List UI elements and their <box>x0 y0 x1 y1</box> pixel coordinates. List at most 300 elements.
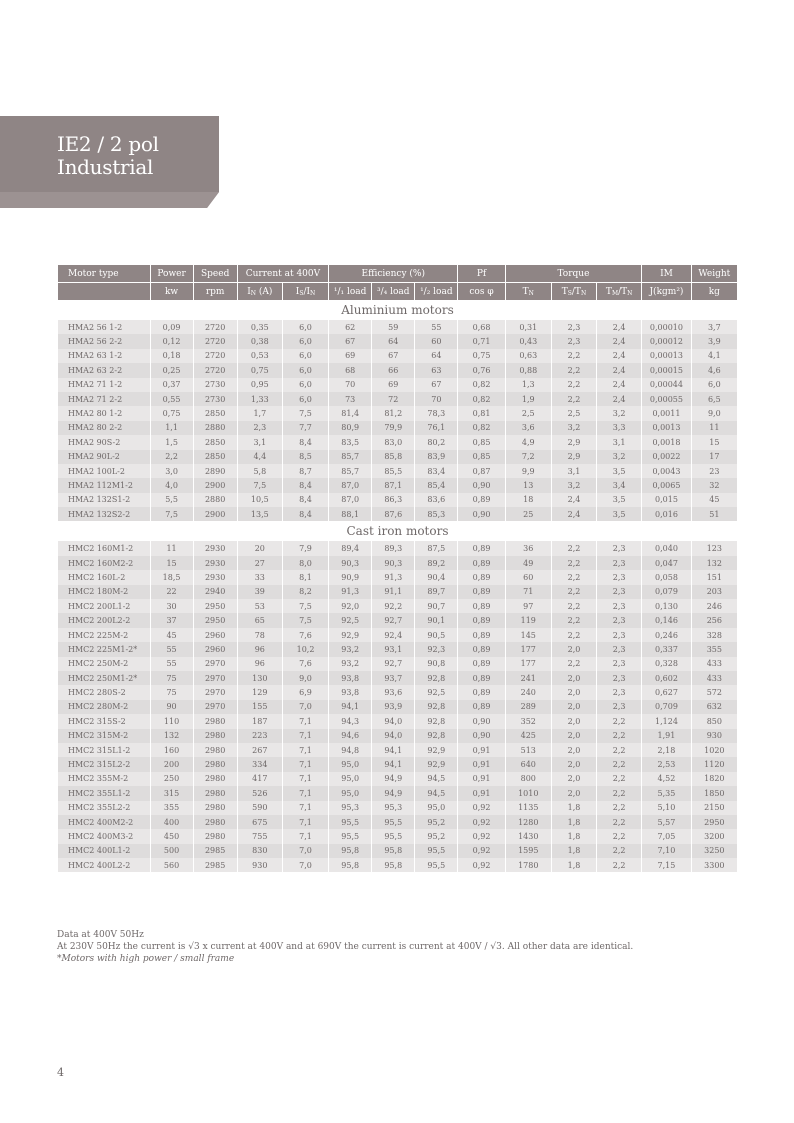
table-cell: 2,5 <box>506 406 551 420</box>
table-cell: 7,05 <box>642 829 690 843</box>
table-cell: 187 <box>238 714 282 728</box>
motor-type-cell: HMA2 71 2-2 <box>58 392 150 406</box>
table-cell: 200 <box>151 757 193 771</box>
table-cell: 0,82 <box>458 392 504 406</box>
table-cell: 0,015 <box>642 493 690 507</box>
table-cell: 0,040 <box>642 541 690 555</box>
table-cell: 60 <box>415 334 457 348</box>
table-cell: 2930 <box>194 556 237 570</box>
table-cell: 89,2 <box>415 556 457 570</box>
table-cell: 63 <box>415 363 457 377</box>
section-title-aluminium: Aluminium motors <box>58 300 737 320</box>
table-cell: 850 <box>692 714 737 728</box>
table-header-unit-row <box>58 282 737 300</box>
table-cell: 2,2 <box>597 786 641 800</box>
table-cell: 81,4 <box>329 406 371 420</box>
table-cell: 64 <box>415 349 457 363</box>
table-cell: 7,5 <box>283 613 328 627</box>
cast-iron-motors-body <box>58 521 737 872</box>
table-cell: 0,246 <box>642 628 690 642</box>
table-cell: 95,0 <box>329 786 371 800</box>
table-cell: 7,5 <box>238 478 282 492</box>
table-cell: 92,5 <box>329 613 371 627</box>
table-cell: 0,0011 <box>642 406 690 420</box>
table-cell: 2985 <box>194 858 237 872</box>
table-cell: 2,9 <box>552 450 596 464</box>
table-cell: 85,4 <box>415 478 457 492</box>
table-cell: 0,328 <box>642 657 690 671</box>
table-cell: 2,0 <box>552 786 596 800</box>
table-cell: 83,0 <box>372 435 414 449</box>
table-cell: 590 <box>238 801 282 815</box>
table-cell: 2,3 <box>597 685 641 699</box>
table-cell: 8,1 <box>283 570 328 584</box>
table-cell: 95,5 <box>329 815 371 829</box>
table-cell: 2985 <box>194 844 237 858</box>
table-cell: 73 <box>329 392 371 406</box>
table-row <box>58 478 737 492</box>
table-cell: 4,1 <box>692 349 737 363</box>
table-cell: 3,3 <box>597 421 641 435</box>
table-cell: 1,8 <box>552 815 596 829</box>
table-row <box>58 493 737 507</box>
unit-half-load: ¹/₂ load <box>415 282 457 300</box>
motor-type-cell: HMC2 315L1-2 <box>58 743 150 757</box>
table-cell: 95,8 <box>329 844 371 858</box>
table-cell: 2,2 <box>597 772 641 786</box>
table-cell: 0,63 <box>506 349 551 363</box>
table-cell: 22 <box>151 585 193 599</box>
table-row <box>58 700 737 714</box>
table-cell: 2,0 <box>552 757 596 771</box>
table-cell: 130 <box>238 671 282 685</box>
table-cell: 83,9 <box>415 450 457 464</box>
table-cell: 90,5 <box>415 628 457 642</box>
table-cell: 328 <box>692 628 737 642</box>
table-cell: 755 <box>238 829 282 843</box>
table-cell: 90,1 <box>415 613 457 627</box>
table-cell: 85,7 <box>329 450 371 464</box>
table-cell: 78,3 <box>415 406 457 420</box>
table-cell: 2,2 <box>552 363 596 377</box>
table-cell: 8,2 <box>283 585 328 599</box>
table-cell: 87,0 <box>329 493 371 507</box>
motor-type-cell: HMC2 400L2-2 <box>58 858 150 872</box>
table-cell: 83,4 <box>415 464 457 478</box>
table-cell: 0,92 <box>458 815 504 829</box>
table-cell: 2,2 <box>597 829 641 843</box>
motor-type-cell: HMC2 400M3-2 <box>58 829 150 843</box>
note-high-power: *Motors with high power / small frame <box>57 954 235 964</box>
table-cell: 95,5 <box>372 815 414 829</box>
table-cell: 2,3 <box>238 421 282 435</box>
table-cell: 1,8 <box>552 801 596 815</box>
table-cell: 1,7 <box>238 406 282 420</box>
table-cell: 8,4 <box>283 507 328 521</box>
table-cell: 129 <box>238 685 282 699</box>
motor-type-cell: HMA2 56 2-2 <box>58 334 150 348</box>
table-cell: 2730 <box>194 378 237 392</box>
table-cell: 5,10 <box>642 801 690 815</box>
table-cell: 417 <box>238 772 282 786</box>
table-cell: 640 <box>506 757 551 771</box>
section-row-aluminium <box>58 300 737 320</box>
table-cell: 151 <box>692 570 737 584</box>
table-cell: 132 <box>692 556 737 570</box>
table-cell: 1,3 <box>506 378 551 392</box>
table-cell: 53 <box>238 599 282 613</box>
table-cell: 45 <box>151 628 193 642</box>
table-cell: 1,124 <box>642 714 690 728</box>
table-cell: 0,130 <box>642 599 690 613</box>
table-cell: 94,9 <box>372 772 414 786</box>
table-cell: 450 <box>151 829 193 843</box>
table-cell: 2930 <box>194 570 237 584</box>
table-cell: 2,4 <box>597 392 641 406</box>
table-cell: 95,8 <box>329 858 371 872</box>
table-cell: 2,9 <box>552 435 596 449</box>
table-cell: 69 <box>372 378 414 392</box>
table-cell: 1,8 <box>552 844 596 858</box>
table-cell: 91,3 <box>372 570 414 584</box>
table-cell: 87,1 <box>372 478 414 492</box>
table-cell: 80,2 <box>415 435 457 449</box>
table-cell: 2,3 <box>597 585 641 599</box>
table-cell: 7,6 <box>283 628 328 642</box>
table-cell: 3,1 <box>238 435 282 449</box>
table-cell: 2,5 <box>552 406 596 420</box>
table-row <box>58 743 737 757</box>
table-cell: 2970 <box>194 700 237 714</box>
table-row <box>58 801 737 815</box>
table-cell: 94,1 <box>372 757 414 771</box>
table-cell: 0,76 <box>458 363 504 377</box>
table-cell: 2,2 <box>597 858 641 872</box>
table-cell: 95,0 <box>415 801 457 815</box>
table-cell: 119 <box>506 613 551 627</box>
table-cell: 0,95 <box>238 378 282 392</box>
table-cell: 93,8 <box>329 671 371 685</box>
table-cell: 0,09 <box>151 320 193 334</box>
motor-type-cell: HMC2 400M2-2 <box>58 815 150 829</box>
table-cell: 0,89 <box>458 556 504 570</box>
table-cell: 1280 <box>506 815 551 829</box>
table-cell: 2,0 <box>552 642 596 656</box>
table-cell: 92,9 <box>329 628 371 642</box>
table-cell: 2,2 <box>552 349 596 363</box>
table-cell: 95,0 <box>329 772 371 786</box>
table-cell: 90,3 <box>372 556 414 570</box>
table-cell: 94,8 <box>329 743 371 757</box>
table-cell: 0,00010 <box>642 320 690 334</box>
table-cell: 95,5 <box>415 844 457 858</box>
table-cell: 0,90 <box>458 714 504 728</box>
aluminium-motors-body <box>58 300 737 521</box>
table-cell: 800 <box>506 772 551 786</box>
table-cell: 59 <box>372 320 414 334</box>
unit-full-load: ¹/₁ load <box>329 282 371 300</box>
table-cell: 7,2 <box>506 450 551 464</box>
table-cell: 2980 <box>194 743 237 757</box>
motor-type-cell: HMA2 63 2-2 <box>58 363 150 377</box>
note-data-conditions: Data at 400V 50Hz <box>57 930 144 940</box>
table-cell: 0,90 <box>458 478 504 492</box>
table-cell: 2,18 <box>642 743 690 757</box>
table-cell: 0,37 <box>151 378 193 392</box>
table-cell: 90,3 <box>329 556 371 570</box>
table-cell: 2,0 <box>552 700 596 714</box>
table-cell: 0,85 <box>458 450 504 464</box>
table-cell: 0,75 <box>151 406 193 420</box>
table-cell: 2980 <box>194 829 237 843</box>
table-cell: 2,2 <box>552 657 596 671</box>
unit-ts-tn: $T_S/T_N$ <box>552 282 596 300</box>
table-cell: 2,4 <box>597 378 641 392</box>
table-row <box>58 858 737 872</box>
table-cell: 7,1 <box>283 714 328 728</box>
table-cell: 85,3 <box>415 507 457 521</box>
table-cell: 2,2 <box>597 815 641 829</box>
table-row <box>58 392 737 406</box>
table-cell: 3250 <box>692 844 737 858</box>
page-title <box>57 133 159 179</box>
table-cell: 0,89 <box>458 585 504 599</box>
table-cell: 2,3 <box>597 599 641 613</box>
table-cell: 2,2 <box>552 570 596 584</box>
table-cell: 2,0 <box>552 685 596 699</box>
table-cell: 94,1 <box>329 700 371 714</box>
table-cell: 246 <box>692 599 737 613</box>
motor-type-cell: HMC2 250M-2 <box>58 657 150 671</box>
table-cell: 75 <box>151 685 193 699</box>
table-cell: 2,3 <box>597 570 641 584</box>
table-cell: 2,4 <box>597 334 641 348</box>
table-cell: 2900 <box>194 478 237 492</box>
table-cell: 0,89 <box>458 541 504 555</box>
table-cell: 15 <box>692 435 737 449</box>
motor-type-cell: HMA2 63 1-2 <box>58 349 150 363</box>
table-cell: 0,00055 <box>642 392 690 406</box>
table-cell: 33 <box>238 570 282 584</box>
table-cell: 830 <box>238 844 282 858</box>
table-cell: 2970 <box>194 685 237 699</box>
table-cell: 7,5 <box>151 507 193 521</box>
table-cell: 241 <box>506 671 551 685</box>
table-cell: 70 <box>329 378 371 392</box>
table-cell: 0,89 <box>458 700 504 714</box>
table-cell: 8,4 <box>283 435 328 449</box>
table-cell: 92,7 <box>372 657 414 671</box>
header-power: Power <box>151 265 193 282</box>
table-cell: 9,0 <box>283 671 328 685</box>
table-cell: 9,9 <box>506 464 551 478</box>
table-cell: 92,0 <box>329 599 371 613</box>
table-cell: 0,82 <box>458 421 504 435</box>
table-cell: 0,89 <box>458 570 504 584</box>
table-cell: 91,3 <box>329 585 371 599</box>
table-cell: 67 <box>415 378 457 392</box>
table-cell: 0,91 <box>458 772 504 786</box>
table-cell: 177 <box>506 657 551 671</box>
table-cell: 2,4 <box>597 349 641 363</box>
table-cell: 65 <box>238 613 282 627</box>
table-row <box>58 570 737 584</box>
table-cell: 3200 <box>692 829 737 843</box>
table-cell: 0,058 <box>642 570 690 584</box>
table-cell: 0,90 <box>458 729 504 743</box>
motor-type-cell: HMC2 225M-2 <box>58 628 150 642</box>
table-cell: 5,5 <box>151 493 193 507</box>
table-cell: 7,1 <box>283 743 328 757</box>
table-cell: 36 <box>506 541 551 555</box>
motor-type-cell: HMC2 280S-2 <box>58 685 150 699</box>
table-cell: 6,5 <box>692 392 737 406</box>
table-cell: 95,5 <box>372 829 414 843</box>
table-cell: 0,602 <box>642 671 690 685</box>
table-cell: 0,75 <box>238 363 282 377</box>
table-cell: 2,3 <box>597 642 641 656</box>
table-cell: 10,2 <box>283 642 328 656</box>
table-cell: 1850 <box>692 786 737 800</box>
header-torque: Torque <box>506 265 642 282</box>
table-cell: 2960 <box>194 642 237 656</box>
table-row <box>58 507 737 521</box>
table-cell: 39 <box>238 585 282 599</box>
table-cell: 2980 <box>194 757 237 771</box>
table-cell: 0,43 <box>506 334 551 348</box>
table-cell: 2,0 <box>552 671 596 685</box>
table-cell: 355 <box>151 801 193 815</box>
table-row <box>58 421 737 435</box>
table-cell: 2,3 <box>597 628 641 642</box>
table-cell: 95,3 <box>372 801 414 815</box>
table-cell: 5,35 <box>642 786 690 800</box>
table-cell: 2,2 <box>597 844 641 858</box>
table-cell: 0,89 <box>458 671 504 685</box>
header-efficiency: Efficiency (%) <box>329 265 457 282</box>
table-cell: 2950 <box>692 815 737 829</box>
table-cell: 92,3 <box>415 642 457 656</box>
table-cell: 92,8 <box>415 671 457 685</box>
table-cell: 11 <box>151 541 193 555</box>
table-cell: 6,0 <box>692 378 737 392</box>
table-cell: 6,0 <box>283 320 328 334</box>
motor-type-cell: HMA2 132S2-2 <box>58 507 150 521</box>
table-cell: 2,2 <box>552 541 596 555</box>
table-cell: 13 <box>506 478 551 492</box>
table-cell: 0,38 <box>238 334 282 348</box>
table-cell: 3,9 <box>692 334 737 348</box>
motor-type-cell: HMC2 225M1-2* <box>58 642 150 656</box>
table-cell: 3300 <box>692 858 737 872</box>
table-cell: 2930 <box>194 541 237 555</box>
table-cell: 2730 <box>194 392 237 406</box>
table-row <box>58 657 737 671</box>
section-row-cast-iron <box>58 521 737 541</box>
table-cell: 11 <box>692 421 737 435</box>
motor-spec-table <box>57 265 738 872</box>
motor-type-cell: HMA2 80 2-2 <box>58 421 150 435</box>
table-cell: 95,5 <box>415 858 457 872</box>
table-cell: 83,6 <box>415 493 457 507</box>
table-cell: 55 <box>415 320 457 334</box>
table-cell: 2,2 <box>151 450 193 464</box>
table-cell: 94,0 <box>372 729 414 743</box>
table-cell: 500 <box>151 844 193 858</box>
table-cell: 60 <box>506 570 551 584</box>
table-cell: 78 <box>238 628 282 642</box>
motor-type-cell: HMA2 56 1-2 <box>58 320 150 334</box>
table-cell: 6,0 <box>283 363 328 377</box>
table-cell: 87,0 <box>329 478 371 492</box>
table-cell: 2,2 <box>552 392 596 406</box>
table-cell: 0,0065 <box>642 478 690 492</box>
table-cell: 13,5 <box>238 507 282 521</box>
table-cell: 1430 <box>506 829 551 843</box>
table-cell: 0,53 <box>238 349 282 363</box>
table-cell: 90,7 <box>415 599 457 613</box>
table-cell: 7,9 <box>283 541 328 555</box>
table-row <box>58 464 737 478</box>
table-cell: 92,8 <box>415 714 457 728</box>
table-cell: 80,9 <box>329 421 371 435</box>
table-cell: 20 <box>238 541 282 555</box>
table-cell: 2,4 <box>597 320 641 334</box>
table-cell: 4,6 <box>692 363 737 377</box>
table-cell: 0,71 <box>458 334 504 348</box>
table-cell: 37 <box>151 613 193 627</box>
table-cell: 0,00013 <box>642 349 690 363</box>
table-cell: 3,2 <box>552 478 596 492</box>
unit-inertia: J(kgm²) <box>642 282 690 300</box>
motor-type-cell: HMC2 200L1-2 <box>58 599 150 613</box>
table-cell: 0,709 <box>642 700 690 714</box>
motor-type-cell: HMC2 200L2-2 <box>58 613 150 627</box>
motor-type-cell: HMA2 112M1-2 <box>58 478 150 492</box>
table-row <box>58 349 737 363</box>
table-cell: 2,2 <box>552 556 596 570</box>
table-cell: 2850 <box>194 450 237 464</box>
table-cell: 9,0 <box>692 406 737 420</box>
table-cell: 632 <box>692 700 737 714</box>
table-cell: 0,89 <box>458 685 504 699</box>
table-cell: 2,3 <box>552 320 596 334</box>
table-row <box>58 772 737 786</box>
table-cell: 7,1 <box>283 786 328 800</box>
table-cell: 1,8 <box>552 858 596 872</box>
motor-type-cell: HMA2 132S1-2 <box>58 493 150 507</box>
table-cell: 7,6 <box>283 657 328 671</box>
title-line-2: Industrial <box>57 155 154 179</box>
table-cell: 2980 <box>194 801 237 815</box>
table-cell: 95,3 <box>329 801 371 815</box>
table-cell: 2,3 <box>597 613 641 627</box>
table-cell: 352 <box>506 714 551 728</box>
table-cell: 0,146 <box>642 613 690 627</box>
table-cell: 1595 <box>506 844 551 858</box>
table-cell: 526 <box>238 786 282 800</box>
table-cell: 3,7 <box>692 320 737 334</box>
note-voltage-conversion: At 230V 50Hz the current is √3 x current at 400V and at 690V the current is current at 400V / √3. All other data are identical. <box>57 942 634 952</box>
table-cell: 1,33 <box>238 392 282 406</box>
table-cell: 2,4 <box>552 507 596 521</box>
table-cell: 93,8 <box>329 685 371 699</box>
motor-type-cell: HMC2 315S-2 <box>58 714 150 728</box>
table-cell: 267 <box>238 743 282 757</box>
table-cell: 95,8 <box>372 858 414 872</box>
table-cell: 7,1 <box>283 729 328 743</box>
table-cell: 2950 <box>194 613 237 627</box>
